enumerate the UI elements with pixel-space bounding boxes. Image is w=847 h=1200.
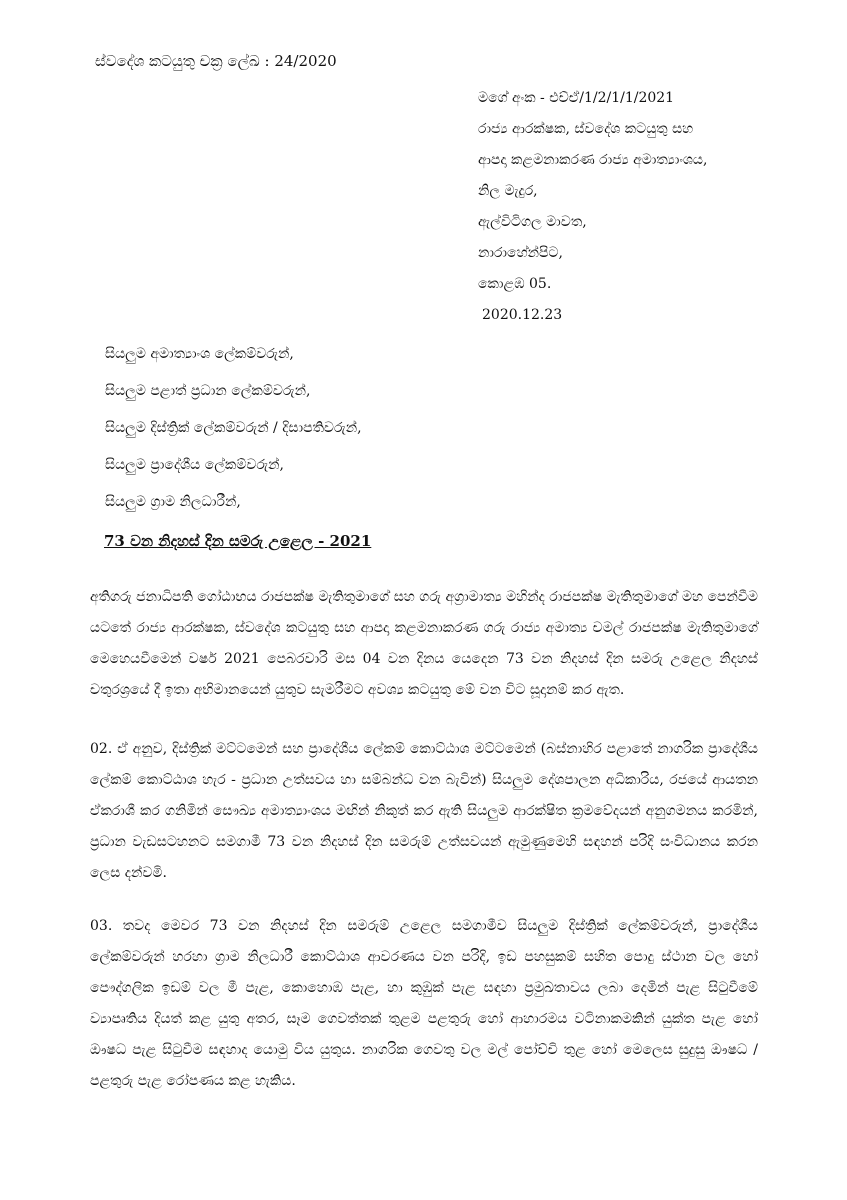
address-line: නිල මැදුර, — [478, 183, 538, 199]
address-line: ඇල්විටිගල මාවත, — [478, 214, 587, 230]
body-paragraph: 02. ඒ අනුව, දිස්ත්‍රික් මට්ටමෙන් සහ ප්‍රාදේශීය ලේකම් කොට්ඨාශ මට්ටමෙන් (බස්නාහිර පළාතේ නාගරික ප්‍රාදේශීය ලේකම් කොට්ඨාශ හැර - ප්‍රධාන උත්සවය හා සම්බන්ධ වන බැවින්) සියලුම දේශපාලන අධිකාරිය, රජයේ ආයතන ඒකරාශී කර ගනිමින් සෞඛ්‍ය අමාත්‍යාංශය මඟින් නිකුත් කර ඇති සියලුම ආරක්ෂිත ක්‍රමවේදයන් අනුගමනය කරමින්, ප්‍රධාන වැඩසටහනට සමගාමී 73 වන නිදහස් දින සමරුම් උත්සවයන් ඇමුණුමෙහි සඳහන් පරිදි සංවිධානය කරන ලෙස දන්වමි. — [90, 741, 758, 881]
recipient-line: සියලුම ග්‍රාම නිලධාරීන්, — [105, 494, 241, 510]
recipient-line: සියලුම දිස්ත්‍රික් ලේකම්වරුන් / දිසාපතිවරුන්, — [105, 420, 362, 436]
recipient-line: සියලුම අමාත්‍යාංශ ලේකම්වරුන්, — [105, 346, 294, 362]
body-paragraph: අතිගරු ජනාධිපති ගෝඨාභය රාජපක්ෂ මැතිතුමාගේ සහ ගරු අග්‍රාමාත්‍ය මහින්ද රාජපක්ෂ මැතිතුමාගේ මහ පෙන්වීම යටතේ රාජ්‍ය ආරක්ෂක, ස්වදේශ කටයුතු සහ ආපදා කළමනාකරණ ගරු රාජ්‍ය අමාත්‍ය චමල් රාජපක්ෂ මැතිතුමාගේ මෙහෙයවීමෙන් වර්ෂ 2021 පෙබරවාරි මස 04 වන දිනය යෙදෙන 73 වන නිදහස් දින සමරු උළෙල නිදහස් චතුරශ්‍රයේ දී ඉතා අභිමානයෙන් යුතුව සැමරීමට අවශ්‍ය කටයුතු මේ වන විට සූදානම් කර ඇත. — [90, 589, 758, 698]
letter-subject: 73 වන නිදහස් දින සමරු උළෙල - 2021 — [104, 532, 372, 550]
address-line: කොළඹ 05. — [478, 276, 552, 292]
sender-address — [478, 88, 818, 336]
recipients-list — [105, 344, 605, 529]
circular-number: ස්වදේශ කටයුතු චක්‍ර ලේඛ : 24/2020 — [95, 52, 337, 70]
recipient-line: සියලුම පළාත් ප්‍රධාන ලේකම්වරුන්, — [105, 383, 311, 399]
letter-date: 2020.12.23 — [482, 307, 563, 323]
recipient-line: සියලුම ප්‍රාදේශීය ලේකම්වරුන්, — [105, 457, 284, 473]
address-line: නාරාහේන්පිට, — [478, 245, 563, 261]
address-line: රාජ්‍ය ආරක්ෂක, ස්වදේශ කටයුතු සහ — [478, 121, 694, 137]
body-paragraph: 03. තවද මෙවර 73 වන නිදහස් දින සමරුම් උළෙල සමගාමීව සියලුම දිස්ත්‍රික් ලේකම්වරුන්, ප්‍රාදේශීය ලේකම්වරුන් හරහා ග්‍රාම නිලධාරී කොට්ඨාශ ආවරණය වන පරිදි, ඉඩ පහසුකම් සහිත පොදු ස්ථාන වල හෝ පෞද්ගලික ඉඩම් වල මී පැළ, කොහොඹ පැළ, හා කුඹුක් පැළ සඳහා ප්‍රමුඛතාවය ලබා දෙමින් පැළ සිටුවීමේ ව්‍යාපෘතිය දියත් කළ යුතු අතර, සෑම ගෙවත්තක් තුළම පළතුරු හෝ ආහාරමය වටිනාකමකින් යුක්ත පැළ හෝ ඖෂධ පැළ සිටුවීම සඳහාද යොමු විය යුතුය. නාගරික ගෙවතු වල මල් පෝච්චි තුළ හෝ මෙලෙස සුදුසු ඖෂධ / පළතුරු පැළ රෝපණය කළ හැකිය. — [90, 918, 758, 1089]
reference-number: මගේ අංක - එච්ඒ/1/2/1/1/2021 — [478, 90, 675, 106]
address-line: ආපදා කළමනාකරණ රාජ්‍ය අමාත්‍යාංශය, — [478, 152, 708, 168]
